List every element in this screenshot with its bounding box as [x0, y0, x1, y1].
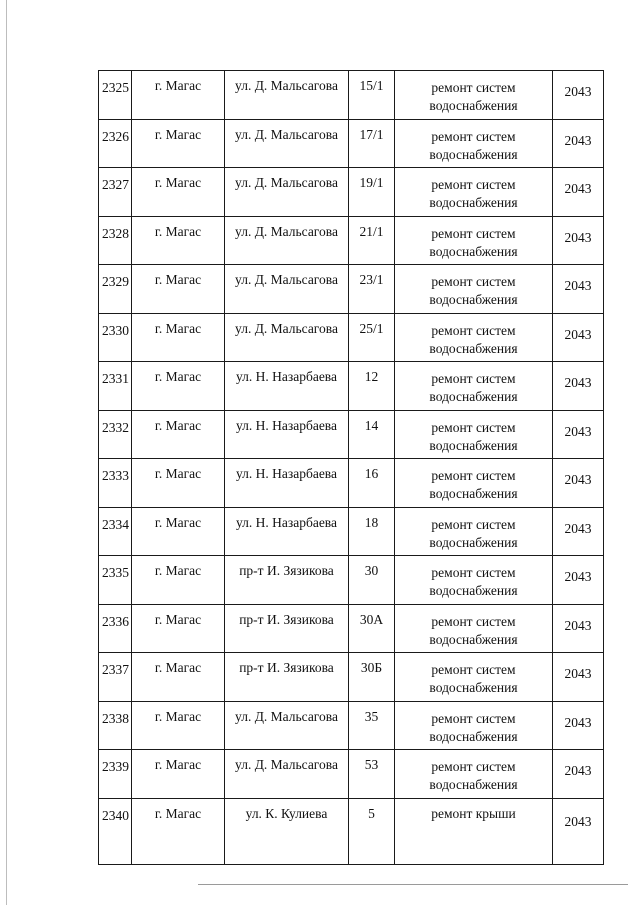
house-number-cell: 23/1: [349, 265, 395, 314]
work-type-line-1: ремонт систем: [431, 565, 516, 580]
house-number-cell: 15/1: [349, 71, 395, 120]
street-cell: ул. К. Кулиева: [225, 798, 349, 864]
street-cell: ул. Д. Мальсагова: [225, 265, 349, 314]
work-type-line-2: водоснабжения: [429, 534, 518, 550]
row-number: 2326: [99, 119, 132, 168]
city-cell: г. Магас: [132, 507, 225, 556]
house-number-cell: 30Б: [349, 653, 395, 702]
work-type-line-1: ремонт систем: [431, 274, 516, 289]
row-number: 2331: [99, 362, 132, 411]
house-number-cell: 30: [349, 556, 395, 605]
work-type-line-2: водоснабжения: [429, 680, 518, 695]
house-number-cell: 16: [349, 459, 395, 508]
house-number-cell: 17/1: [349, 119, 395, 168]
year-cell: 2043: [553, 653, 604, 702]
year-cell: 2043: [553, 71, 604, 120]
work-type-line-1: ремонт систем: [431, 371, 516, 386]
work-type-line-1: ремонт систем: [431, 759, 516, 774]
street-cell: пр-т И. Зязикова: [225, 556, 349, 605]
year-cell: 2043: [553, 507, 604, 556]
work-type-cell: [395, 71, 553, 120]
street-cell: ул. Д. Мальсагова: [225, 701, 349, 750]
city-cell: г. Магас: [132, 71, 225, 120]
table-row: [99, 265, 604, 314]
work-type-line-2: водоснабжения: [429, 146, 518, 162]
table-row: [99, 653, 604, 702]
work-type-cell: [395, 750, 553, 799]
house-number-cell: 30А: [349, 604, 395, 653]
street-cell: ул. Н. Назарбаева: [225, 507, 349, 556]
work-type-line-1: ремонт систем: [431, 613, 516, 629]
city-cell: г. Магас: [132, 216, 225, 265]
work-type-cell: [395, 410, 553, 459]
row-number: 2328: [99, 216, 132, 265]
house-number-cell: 14: [349, 410, 395, 459]
work-type-line-1: ремонт систем: [431, 516, 516, 532]
house-number-cell: 18: [349, 507, 395, 556]
row-number: 2338: [99, 701, 132, 750]
table-row: [99, 313, 604, 362]
work-type-cell: [395, 216, 553, 265]
work-type-line-1: ремонт крыши: [431, 805, 516, 821]
year-cell: 2043: [553, 604, 604, 653]
city-cell: г. Магас: [132, 313, 225, 362]
house-number-cell: 19/1: [349, 168, 395, 217]
city-cell: г. Магас: [132, 701, 225, 750]
house-number-cell: 35: [349, 701, 395, 750]
table-row: [99, 556, 604, 605]
work-type-cell: [395, 604, 553, 653]
row-number: 2327: [99, 168, 132, 217]
capital-repair-table: [98, 70, 604, 865]
house-number-cell: 5: [349, 798, 395, 864]
street-cell: ул. Д. Мальсагова: [225, 313, 349, 362]
year-cell: 2043: [553, 313, 604, 362]
work-type-line-1: ремонт систем: [431, 468, 516, 483]
row-number: 2339: [99, 750, 132, 799]
year-cell: 2043: [553, 701, 604, 750]
work-type-line-2: водоснабжения: [429, 486, 518, 501]
table-row: [99, 750, 604, 799]
work-type-line-2: водоснабжения: [429, 631, 518, 647]
row-number: 2329: [99, 265, 132, 314]
table-row: [99, 701, 604, 750]
table-row: [99, 119, 604, 168]
work-type-line-1: ремонт систем: [431, 128, 516, 144]
work-type-line-1: ремонт систем: [431, 80, 516, 95]
year-cell: 2043: [553, 750, 604, 799]
city-cell: г. Магас: [132, 750, 225, 799]
house-number-cell: 21/1: [349, 216, 395, 265]
year-cell: 2043: [553, 459, 604, 508]
work-type-line-2: водоснабжения: [429, 389, 518, 404]
work-type-line-1: ремонт систем: [431, 322, 516, 338]
work-type-line-1: ремонт систем: [431, 662, 516, 677]
work-type-cell: [395, 701, 553, 750]
city-cell: г. Магас: [132, 798, 225, 864]
table-row: [99, 604, 604, 653]
row-number: 2337: [99, 653, 132, 702]
city-cell: г. Магас: [132, 168, 225, 217]
work-type-line-1: ремонт систем: [431, 225, 516, 241]
street-cell: пр-т И. Зязикова: [225, 604, 349, 653]
year-cell: 2043: [553, 556, 604, 605]
city-cell: г. Магас: [132, 265, 225, 314]
city-cell: г. Магас: [132, 653, 225, 702]
table-row: [99, 410, 604, 459]
street-cell: ул. Д. Мальсагова: [225, 168, 349, 217]
row-number: 2336: [99, 604, 132, 653]
street-cell: ул. Д. Мальсагова: [225, 750, 349, 799]
street-cell: пр-т И. Зязикова: [225, 653, 349, 702]
work-type-cell: [395, 653, 553, 702]
work-type-cell: [395, 313, 553, 362]
work-type-line-1: ремонт систем: [431, 710, 516, 726]
work-type-line-1: ремонт систем: [431, 177, 516, 192]
year-cell: 2043: [553, 798, 604, 864]
row-number: 2340: [99, 798, 132, 864]
work-type-cell: [395, 362, 553, 411]
work-type-line-2: водоснабжения: [429, 340, 518, 356]
street-cell: ул. Н. Назарбаева: [225, 362, 349, 411]
work-type-line-1: ремонт систем: [431, 419, 516, 435]
work-type-cell: [395, 507, 553, 556]
city-cell: г. Магас: [132, 459, 225, 508]
work-type-cell: [395, 459, 553, 508]
table-row: [99, 168, 604, 217]
work-type-cell: [395, 119, 553, 168]
year-cell: 2043: [553, 362, 604, 411]
work-type-line-2: водоснабжения: [429, 292, 518, 307]
year-cell: 2043: [553, 216, 604, 265]
work-type-line-2: водоснабжения: [429, 728, 518, 744]
row-number: 2332: [99, 410, 132, 459]
city-cell: г. Магас: [132, 410, 225, 459]
table-row: [99, 362, 604, 411]
work-type-line-2: водоснабжения: [429, 583, 518, 598]
page-edge-line: [6, 0, 7, 905]
table-body: [99, 71, 604, 865]
row-number: 2325: [99, 71, 132, 120]
work-type-line-2: водоснабжения: [429, 195, 518, 210]
work-type-line-2: водоснабжения: [429, 98, 518, 113]
table-row: [99, 798, 604, 864]
footer-rule: [198, 884, 628, 885]
year-cell: 2043: [553, 265, 604, 314]
street-cell: ул. Н. Назарбаева: [225, 410, 349, 459]
row-number: 2335: [99, 556, 132, 605]
city-cell: г. Магас: [132, 604, 225, 653]
table-row: [99, 216, 604, 265]
year-cell: 2043: [553, 119, 604, 168]
city-cell: г. Магас: [132, 556, 225, 605]
table-row: [99, 459, 604, 508]
table-row: [99, 71, 604, 120]
row-number: 2334: [99, 507, 132, 556]
work-type-line-2: водоснабжения: [429, 243, 518, 259]
street-cell: ул. Н. Назарбаева: [225, 459, 349, 508]
work-type-cell: [395, 556, 553, 605]
work-type-line-2: водоснабжения: [429, 437, 518, 453]
city-cell: г. Магас: [132, 362, 225, 411]
row-number: 2333: [99, 459, 132, 508]
work-type-cell: [395, 168, 553, 217]
street-cell: ул. Д. Мальсагова: [225, 71, 349, 120]
city-cell: г. Магас: [132, 119, 225, 168]
street-cell: ул. Д. Мальсагова: [225, 216, 349, 265]
work-type-line-2: водоснабжения: [429, 777, 518, 792]
house-number-cell: 53: [349, 750, 395, 799]
work-type-cell: [395, 798, 553, 864]
work-type-cell: [395, 265, 553, 314]
row-number: 2330: [99, 313, 132, 362]
year-cell: 2043: [553, 168, 604, 217]
table-row: [99, 507, 604, 556]
street-cell: ул. Д. Мальсагова: [225, 119, 349, 168]
house-number-cell: 25/1: [349, 313, 395, 362]
house-number-cell: 12: [349, 362, 395, 411]
year-cell: 2043: [553, 410, 604, 459]
